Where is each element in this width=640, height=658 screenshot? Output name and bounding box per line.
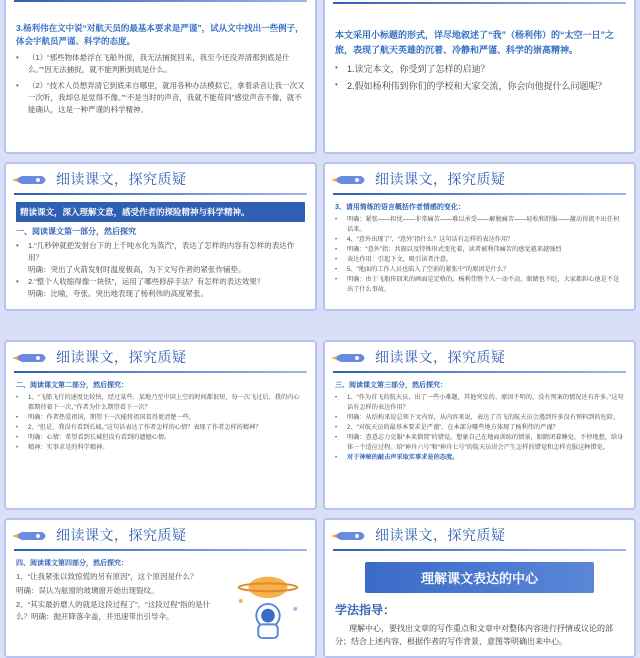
header-underline	[14, 193, 307, 195]
slide-7[interactable]	[4, 518, 317, 658]
bullet-icon: •	[16, 395, 19, 401]
slide-1[interactable]	[4, 0, 317, 154]
item-text: 1、“让我紧张以致惊慌的另有原因”，这个原因是什么？	[16, 572, 198, 581]
bullet-icon: •	[335, 267, 338, 273]
header-underline	[14, 0, 307, 2]
item-text: 明确：“意外”指：共振以及特殊形式变化着，读者被利伟痛苦的感觉越来越强烈	[347, 246, 562, 253]
rocket-icon	[12, 528, 50, 544]
center-banner: 理解课文表达的中心	[365, 562, 594, 593]
header-underline	[14, 371, 307, 373]
bullet-icon: •	[335, 395, 338, 401]
slide-5[interactable]	[4, 340, 317, 510]
bullet-icon: •	[16, 425, 19, 431]
slide-4[interactable]	[323, 162, 636, 311]
slide-3-body	[16, 202, 305, 305]
slide-title: 细读课文，探究质疑	[375, 349, 506, 365]
slide-4-body	[335, 202, 624, 305]
bullet-icon: •	[335, 257, 338, 263]
item-text: 2、“但是，我没有看到长城。”这句话表达了作者怎样的心情？表现了作者怎样的精神？	[28, 424, 262, 431]
item-text: 2.“整个人收缩得像一块铁”，运用了哪些修辞手法？有怎样的表达效果？	[28, 277, 265, 286]
list-item	[16, 413, 305, 423]
answer-text: 明确：比喻，夸张。突出地表现了杨利伟的高度紧张。	[28, 289, 208, 298]
slide-header	[6, 520, 315, 552]
item-text: 明确：由于飞船传回来的画面是定格的，杨利伟整个人一动不动，眼睛也不眨，大家都担心他是不是出了什么事故。	[347, 276, 620, 293]
header-underline	[333, 549, 626, 551]
item-text: 2、“其实最折磨人的就是这段过程了”，“这段过程”指的是什么？明确：抛开降落伞盖，并迅速带出引导伞。	[16, 600, 211, 621]
bullet-icon: •	[16, 241, 19, 250]
item-text: 5、“地面的工作人员也陷入了空前的紧张中”的原因是什么？	[347, 266, 510, 273]
answer-text: 明确：突出了火箭发射时温度极高，为下文写作者的紧张作铺垫。	[28, 265, 246, 274]
list-item	[335, 255, 624, 265]
slide-title: 细读课文，探究质疑	[56, 527, 187, 543]
header-underline	[333, 193, 626, 195]
slide-title: 细读课文，探究质疑	[56, 349, 187, 365]
list-item	[335, 393, 624, 413]
slide-header	[325, 342, 634, 374]
slide-5-body	[16, 380, 305, 504]
list-item	[16, 393, 305, 413]
item-text: 2、“对航天员的最基本要求是严谨”，在本部分哪些地方体现了杨利伟的严谨？	[347, 424, 559, 431]
bullet-icon: •	[335, 415, 338, 421]
bullet-icon: •	[335, 63, 338, 72]
header-underline	[14, 549, 307, 551]
rocket-icon	[12, 172, 50, 188]
item-text: 1、“飞船飞行的速度比较快，经过某些、某地乃至中国上空的时间都很短，每一次飞过后，我的内心都期待着下一次，”作者为什么期望看下一次？	[28, 394, 300, 411]
slide-8[interactable]	[323, 518, 636, 658]
bullet-icon: •	[16, 277, 19, 286]
slide-header	[6, 164, 315, 196]
highlight-band: 精读课文，深入理解文意，感受作者的探险精神与科学精神。	[16, 202, 305, 222]
list-item	[335, 265, 624, 275]
slide-header	[325, 520, 634, 552]
slide-header	[6, 0, 315, 18]
rocket-icon	[331, 172, 369, 188]
method-label: 学法指导：	[335, 603, 396, 617]
bullet-icon: •	[16, 445, 19, 451]
list-item	[335, 215, 624, 235]
slide-2[interactable]	[323, 0, 636, 154]
header-underline	[333, 371, 626, 373]
bullet-icon: •	[335, 425, 338, 431]
slide-title: 细读课文，探究质疑	[375, 527, 506, 543]
bullet-icon: •	[16, 81, 19, 90]
slide-header	[325, 164, 634, 196]
bullet-icon: •	[335, 277, 338, 283]
item-text: 明确：从结构来说总领下文内容，从内容来说，表达了首飞的航天员会遇到许多没有预料到的危险。	[347, 414, 620, 421]
bullet-icon: •	[335, 435, 338, 441]
item-text: 精神：实事求是的科学精神。	[28, 444, 109, 451]
list-item	[16, 433, 305, 443]
rocket-icon	[331, 528, 369, 544]
intro-text: 本文采用小标题的形式，详尽地叙述了“我”（杨利伟）的“太空一日”之旅，表现了航天英雄的沉着、冷静和严谨、科学的崇高精神。	[335, 30, 615, 55]
list-item	[335, 413, 624, 423]
section-heading: 四、阅读课文第四部分，然后探究：	[16, 560, 128, 567]
section-heading: 二、阅读课文第二部分，然后探究：	[16, 382, 128, 389]
question-text: 2.假如杨利伟到你们的学校和大家交流，你会向他提什么问题呢？	[347, 81, 607, 91]
bullet-icon: •	[16, 415, 19, 421]
list-item	[16, 80, 305, 116]
bullet-icon: •	[335, 80, 338, 89]
list-item	[16, 52, 305, 76]
header-underline	[333, 2, 626, 4]
list-item	[335, 79, 624, 94]
list-item	[335, 245, 624, 255]
list-item	[16, 240, 305, 264]
point-text: （1）“那些物体悬浮在飞船外面，我无法捕捉回来，我至今还没弄清那到底是什么。”“因无法捕捉，就不能判断到底是什么。	[28, 53, 290, 74]
method-paragraph: 理解中心，要找出文章的写作重点和文章中对整体内容进行抒情或议论的部分；结合上述内容，根据作者的写作背景，意图等明确出来中心。	[335, 624, 613, 646]
bullet-icon: •	[335, 247, 338, 253]
rocket-icon	[331, 350, 369, 366]
slide-8-body	[335, 558, 624, 652]
item-text: 表达作用：引起下文，吸引读者注意。	[347, 256, 453, 263]
slide-3[interactable]	[4, 162, 317, 311]
bullet-icon: •	[335, 455, 338, 461]
bullet-icon: •	[335, 237, 338, 243]
slide-6-body	[335, 380, 624, 504]
list-item	[335, 62, 624, 77]
item-text: 明确：查意志力克服“本来倒置”的错觉。想象自己在地面训练的情景，眼睛闭着睡觉，不停地想，给身体一个适应过程。给“神舟六号”和“神舟七号”的航天员讲会产生怎样的错觉和怎样克服这种错觉。	[347, 434, 624, 451]
question: 3.杨利伟在文中说“对航天员的最基本要求是严谨”，试从文中找出一些例子，体会宇航员严谨、科学的态度。	[16, 23, 304, 46]
item-text: 明确：紧张——担忧——非常痛苦——难以承受——解脱痛苦——轻松和舒服——激动得流不出任何话来。	[347, 216, 620, 233]
list-item	[335, 453, 624, 463]
point-text: （2）“技术人员想弄清它到底来自哪里，就用各种办法模拟它，拿着录音让我一次又一次听，我却总是觉得不像。”“不是当时的声音，我就不能苟同”感觉声音不像，就不能确认，这是一种严谨的科学精神。	[28, 81, 305, 114]
section-heading: 3、请用简练的语言概括作者情感的变化：	[335, 204, 465, 211]
item-text: 4、“意外出现了”，“意外”指什么？这句话有怎样的表达作用？	[347, 236, 514, 243]
list-item	[335, 423, 624, 433]
slide-header	[6, 342, 315, 374]
slide-title: 细读课文，探究质疑	[56, 171, 187, 187]
list-item	[335, 235, 624, 245]
astronaut-illustration-icon	[229, 562, 307, 640]
list-item	[335, 275, 624, 295]
list-item	[16, 423, 305, 433]
list-item	[16, 443, 305, 453]
item-text: 明确：心情：希望看到长城但没有看到的遗憾心情。	[28, 434, 171, 441]
item-text: 对于神秘的敲击声采取实事求是的态度。	[347, 454, 459, 461]
slide-6[interactable]	[323, 340, 636, 510]
slide-7-body	[16, 558, 225, 652]
section-heading: 一、阅读课文第一部分，然后探究	[16, 227, 136, 236]
slide-2-body	[335, 28, 624, 148]
slide-header	[325, 0, 634, 20]
section-heading: 三、阅读课文第三部分，然后探究：	[335, 382, 447, 389]
bullet-icon: •	[16, 53, 19, 62]
item-text: 1、“作为首飞的航天员，出了一些小难题，其他突发的、原因不明的、没有预案的情况还有许多。”这句话有怎样的表达作用？	[347, 394, 624, 411]
item-text: 明确：作者热爱祖国，期望下一次能将祖国看得更清楚一些。	[28, 414, 196, 421]
slide-title: 细读课文，探究质疑	[375, 171, 506, 187]
item-text: 明确：误认为舷窗的玻璃窗开始出现裂纹。	[16, 586, 159, 595]
list-item	[16, 276, 305, 288]
bullet-icon: •	[335, 217, 338, 223]
rocket-icon	[12, 350, 50, 366]
item-text: 1.“几秒钟就把发射台下的上千吨水化为蒸汽”，表达了怎样的内容有怎样的表达作用？	[28, 241, 295, 262]
question-text: 1.读完本文，你受到了怎样的启迪？	[347, 64, 490, 74]
slide-1-body	[16, 22, 305, 148]
list-item	[335, 433, 624, 453]
bullet-icon: •	[16, 435, 19, 441]
